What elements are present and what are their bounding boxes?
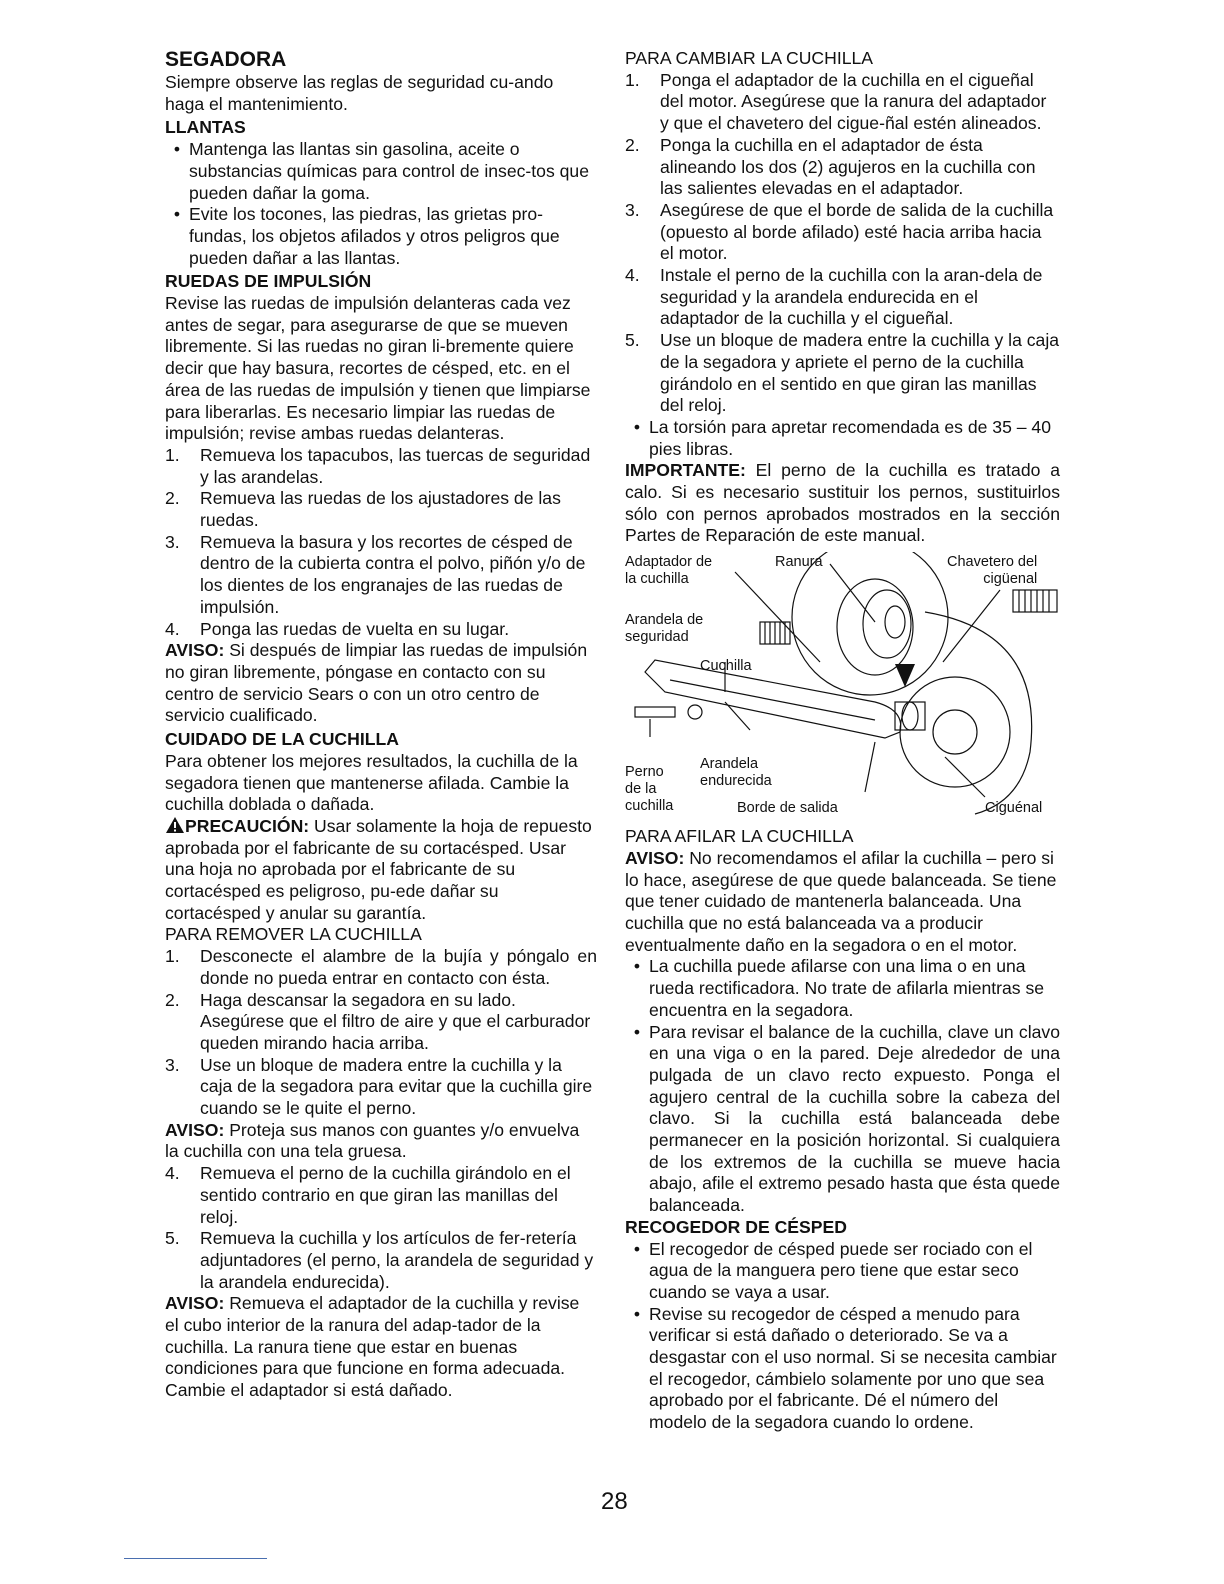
list-item: 5. Use un bloque de madera entre la cuchilla y la caja de la segadora y apriete el perno de la cuchilla girándolo en el sentido en que giran las manillas del reloj. xyxy=(625,330,1060,416)
remover-steps-2 xyxy=(165,1163,597,1293)
heading-recogedor: RECOGEDOR DE CÉSPED xyxy=(625,1216,847,1237)
heading-ruedas: RUEDAS DE IMPULSIÓN xyxy=(165,271,372,292)
list-item: • Para revisar el balance de la cuchilla, clave un clavo en una viga o en la pared. Deje alrededor de una pulgada de un clavo recto expuesto. Ponga el agujero central de la cuchilla sobre la cabeza del clavo. Si la cuchilla está balanceada debe permanecer en la posición horizontal. Si cualquiera de los extremos de la cuchilla se mueve hacia abajo, afile el extremo pesado hasta que ésta quede balanceada. xyxy=(625,1022,1060,1217)
right-column xyxy=(625,48,1060,1434)
list-item: 2. Ponga la cuchilla en el adaptador de ésta alineando los dos (2) agujeros en la cuchilla con las salientes elevadas en el adaptador. xyxy=(625,134,1036,199)
bullet-marker: • xyxy=(633,956,641,977)
list-item: 1. Remueva los tapacubos, las tuercas de seguridad y las arandelas. xyxy=(165,444,591,487)
blade-assembly-illustration xyxy=(625,552,1060,822)
label-ciguenal: Ciguénal xyxy=(985,800,1043,817)
heading-cambiar: PARA CAMBIAR LA CUCHILLA xyxy=(625,48,874,68)
list-item: 4. Instale el perno de la cuchilla con la aran-dela de seguridad y la arandela endurecida en el adaptador de la cuchilla y el cigueñal. xyxy=(625,265,1043,329)
list-item: 5. Remueva la cuchilla y los artículos de fer-retería adjuntadores (el perno, la arandela de seguridad y la arandela endurecida). xyxy=(165,1228,594,1292)
remover-aviso-1: AVISO: Proteja sus manos con guantes y/o envuelva la cuchilla con una tela gruesa. xyxy=(165,1119,580,1162)
recogedor-list xyxy=(625,1239,1060,1434)
label-borde: Borde de salida xyxy=(737,800,838,817)
ruedas-steps xyxy=(165,445,597,640)
ruedas-body: Revise las ruedas de impulsión delanteras cada vez antes de segar, para asegurarse de que se mueven libremente. Si las ruedas no giran li-bremente quiere decir que hay basura, recortes de césped, etc. en el área de las ruedas de impulsión y tienen que limpiarse para liberarlas. Es necesario limpiar las ruedas de impulsión; revise ambas ruedas delanteras. xyxy=(165,293,591,444)
afilar-aviso: AVISO: No recomendamos el afilar la cuchilla – pero si lo hace, asegúrese de que quede balanceada. Se tiene que tener cuidado de mantenerla balanceada. Una cuchilla que no está balanceada va a producir eventualmente daño en la segadora o en el motor. xyxy=(625,847,1057,955)
intro-text: Siempre observe las reglas de seguridad cu-ando haga el mantenimiento. xyxy=(165,72,554,114)
heading-cuidado: CUIDADO DE LA CUCHILLA xyxy=(165,729,399,750)
label-perno: Perno de la cuchilla xyxy=(625,764,674,815)
cuidado-body: Para obtener los mejores resultados, la cuchilla de la segadora tienen que mantenerse afilada. Cambie la cuchilla doblada o dañada. xyxy=(165,750,578,815)
list-item: 4. Remueva el perno de la cuchilla girándolo en el sentido contrario en que giran las manillas del reloj. xyxy=(165,1163,571,1227)
llantas-list xyxy=(165,139,597,269)
list-item: • La torsión para apretar recomendada es de 35 – 40 pies libras. xyxy=(625,417,1060,460)
list-item: • El recogedor de césped puede ser rociado con el agua de la manguera pero tiene que estar seco cuando se vaya a usar. xyxy=(625,1239,1060,1304)
footer-rule xyxy=(124,1558,267,1559)
section-title-segadora: SEGADORA xyxy=(165,48,287,71)
remover-steps xyxy=(165,946,597,1120)
heading-llantas: LLANTAS xyxy=(165,117,246,138)
list-item: • Revise su recogedor de césped a menudo para verificar si está dañado o deteriorado. Se va a desgastar con el uso normal. Si se necesita cambiar el recogedor, cámbielo solamente por uno que sea aprobado por el fabricante. Dé el número del modelo de la segadora cuando lo ordene. xyxy=(625,1304,1060,1434)
bullet-marker: • xyxy=(633,416,641,437)
list-item: 3. Remueva la basura y los recortes de césped de dentro de la cubierta contra el polvo, piñón y/o de los dientes de los engranajes de las ruedas de impulsión. xyxy=(165,531,586,617)
ruedas-aviso: AVISO: Si después de limpiar las ruedas de impulsión no giran libremente, póngase en contacto con su centro de servicio Sears o con un otro centro de servicio cualificado. xyxy=(165,640,588,726)
bullet-marker: • xyxy=(173,139,181,160)
blade-assembly-diagram xyxy=(625,552,1060,822)
list-item: • La cuchilla puede afilarse con una lima o en una rueda rectificadora. No trate de afilarla mientras se encuentra en la segadora. xyxy=(625,956,1060,1021)
heading-remover: PARA REMOVER LA CUCHILLA xyxy=(165,924,422,945)
bullet-marker: • xyxy=(633,1238,641,1259)
list-item: 4. Ponga las ruedas de vuelta en su lugar. xyxy=(165,618,510,639)
cambiar-steps xyxy=(625,70,1060,417)
precaucion-note: PRECAUCIÓN: Usar solamente la hoja de repuesto aprobada por el fabricante de su cortacésped. Usar una hoja no aprobada por el fabricante de su cortacésped es peligroso, pu-ede dañar su cortacésped y anular su garantía. xyxy=(165,815,592,923)
page-number: 28 xyxy=(601,1488,628,1515)
heading-afilar: PARA AFILAR LA CUCHILLA xyxy=(625,826,854,847)
importante-note: IMPORTANTE: El perno de la cuchilla es tratado a calo. Si es necesario sustituir los pernos, sustituirlos sólo con pernos aprobados mostrados en la sección Partes de Reparación de este manual. xyxy=(625,460,1060,546)
list-item: 2. Remueva las ruedas de los ajustadores de las ruedas. xyxy=(165,488,561,531)
list-item: 3. Asegúrese de que el borde de salida de la cuchilla (opuesto al borde afilado) esté hacia arriba hacia el motor. xyxy=(625,199,1054,264)
warning-icon xyxy=(165,816,185,834)
label-chavetero: Chavetero del cigüenal xyxy=(947,554,1038,588)
label-cuchilla: Cuchilla xyxy=(700,658,752,675)
list-item: • Mantenga las llantas sin gasolina, aceite o substancias químicas para control de insec-tos que pueden dañar la goma. xyxy=(165,139,597,204)
bullet-marker: • xyxy=(633,1303,641,1324)
torsion-list xyxy=(625,417,1060,460)
afilar-list xyxy=(625,956,1060,1216)
bullet-marker: • xyxy=(633,1021,641,1042)
remover-aviso-2: AVISO: Remueva el adaptador de la cuchilla y revise el cubo interior de la ranura del adap-tador de la cuchilla. La ranura tiene que estar en buenas condiciones para que funcione en forma adecuada. Cambie el adaptador si está dañado. xyxy=(165,1293,580,1401)
left-column xyxy=(165,48,597,1402)
bullet-marker: • xyxy=(173,204,181,225)
label-adaptador: Adaptador de la cuchilla xyxy=(625,554,713,588)
list-item: 1. Ponga el adaptador de la cuchilla en el cigueñal del motor. Asegúrese que la ranura del adaptador y que el chavetero del cigue-ñal estén alineados. xyxy=(625,69,1047,134)
list-item: • Evite los tocones, las piedras, las grietas pro-fundas, los objetos afilados y otros peligros que pueden dañar a las llantas. xyxy=(165,204,597,269)
label-ranura: Ranura xyxy=(775,554,823,571)
label-arandela-seguridad: Arandela de seguridad xyxy=(625,612,704,646)
label-arandela-endurecida: Arandela endurecida xyxy=(700,756,772,790)
list-item: 1. Desconecte el alambre de la bujía y póngalo en donde no pueda entrar en contacto con ésta. xyxy=(165,946,597,988)
list-item: 2. Haga descansar la segadora en su lado. Asegúrese que el filtro de aire y que el carburador queden mirando hacia arriba. xyxy=(165,989,591,1053)
list-item: 3. Use un bloque de madera entre la cuchilla y la caja de la segadora para evitar que la cuchilla gire cuando se le quite el perno. xyxy=(165,1054,593,1119)
